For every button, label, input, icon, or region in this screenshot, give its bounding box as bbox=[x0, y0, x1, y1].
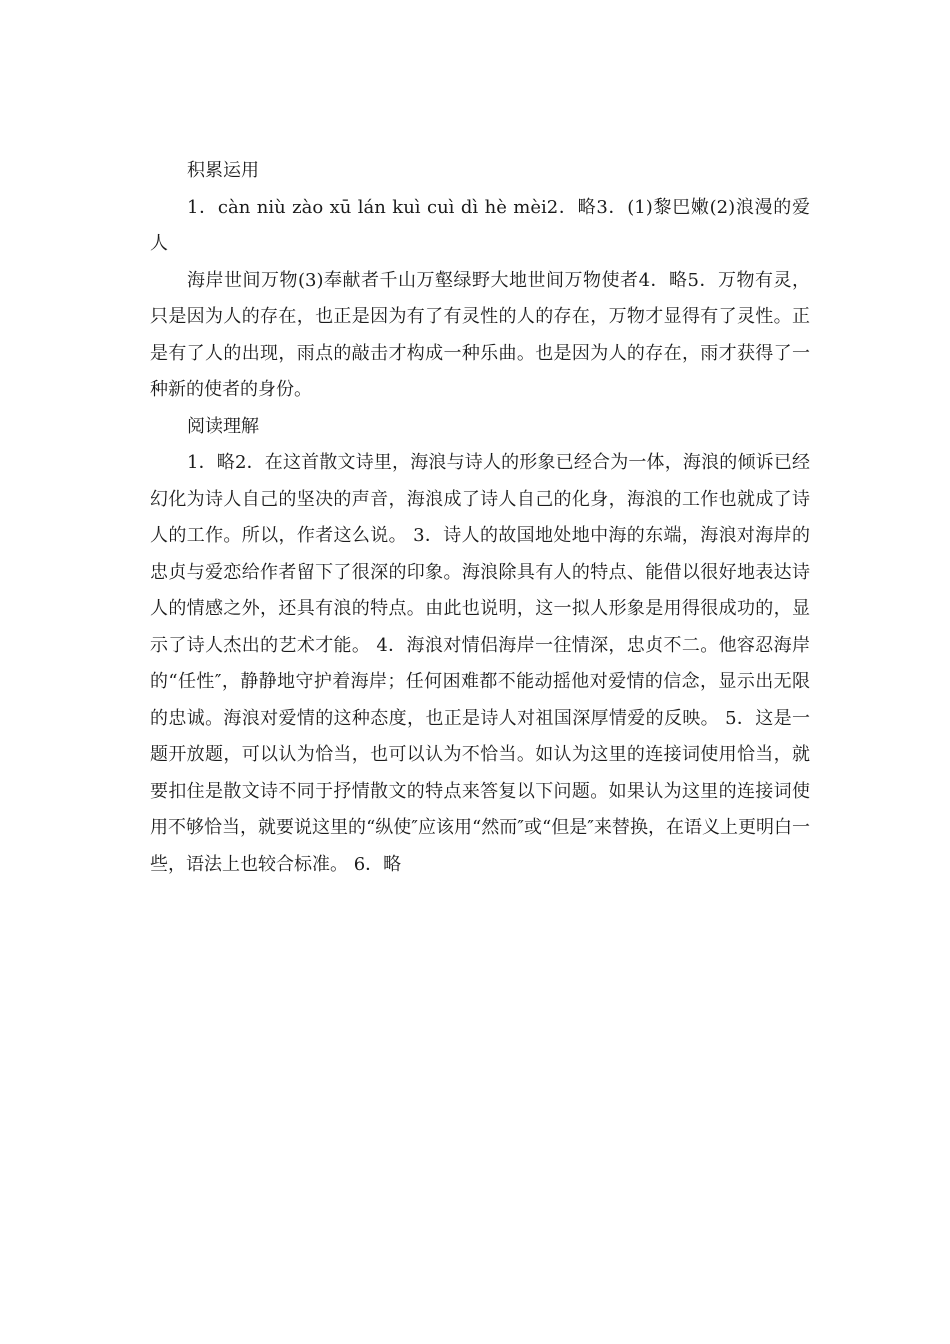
answer-document bbox=[150, 153, 810, 883]
section-heading-reading: 阅读理解 bbox=[187, 415, 259, 437]
section-reading bbox=[150, 409, 810, 884]
answer-paragraph-pinyin: 1．càn niù zào xū lán kuì cuì dì hè mèi2．略3．(1)黎巴嫩(2)浪漫的爱人 bbox=[150, 196, 810, 254]
answer-paragraph-reading: 1．略2．在这首散文诗里，海浪与诗人的形象已经合为一体，海浪的倾诉已经幻化为诗人自己的坚决的声音，海浪成了诗人自己的化身，海浪的工作也就成了诗人的工作。所以，作者这么说。 3．诗人的故国地处地中海的东端，海浪对海岸的忠贞与爱恋给作者留下了很深的印象。海浪除具有人的特点、能借以很好地表达诗人的情感之外，还具有浪的特点。由此也说明，这一拟人形象是用得很成功的，显示了诗人杰出的艺术才能。 4．海浪对情侣海岸一往情深，忠贞不二。他容忍海岸的“任性″，静静地守护着海岸；任何困难都不能动摇他对爱情的信念，显示出无限的忠诚。海浪对爱情的这种态度，也正是诗人对祖国深厚情爱的反映。 5．这是一题开放题，可以认为恰当，也可以认为不恰当。如认为这里的连接词使用恰当，就要扣住是散文诗不同于抒情散文的特点来答复以下问题。如果认为这里的连接词使用不够恰当，就要说这里的“纵使″应该用“然而″或“但是″来替换，在语义上更明白一些，语法上也较合标准。 6．略 bbox=[150, 452, 810, 875]
section-heading-accumulation: 积累运用 bbox=[187, 160, 259, 181]
section-accumulation bbox=[150, 153, 810, 409]
answer-paragraph-spirit: 海岸世间万物(3)奉献者千山万壑绿野大地世间万物使者4．略5．万物有灵，只是因为人的存在，也正是因为有了有灵性的人的存在，万物才显得有了灵性。正是有了人的出现，雨点的敲击才构成一种乐曲。也是因为人的存在，雨才获得了一种新的使者的身份。 bbox=[150, 269, 810, 400]
